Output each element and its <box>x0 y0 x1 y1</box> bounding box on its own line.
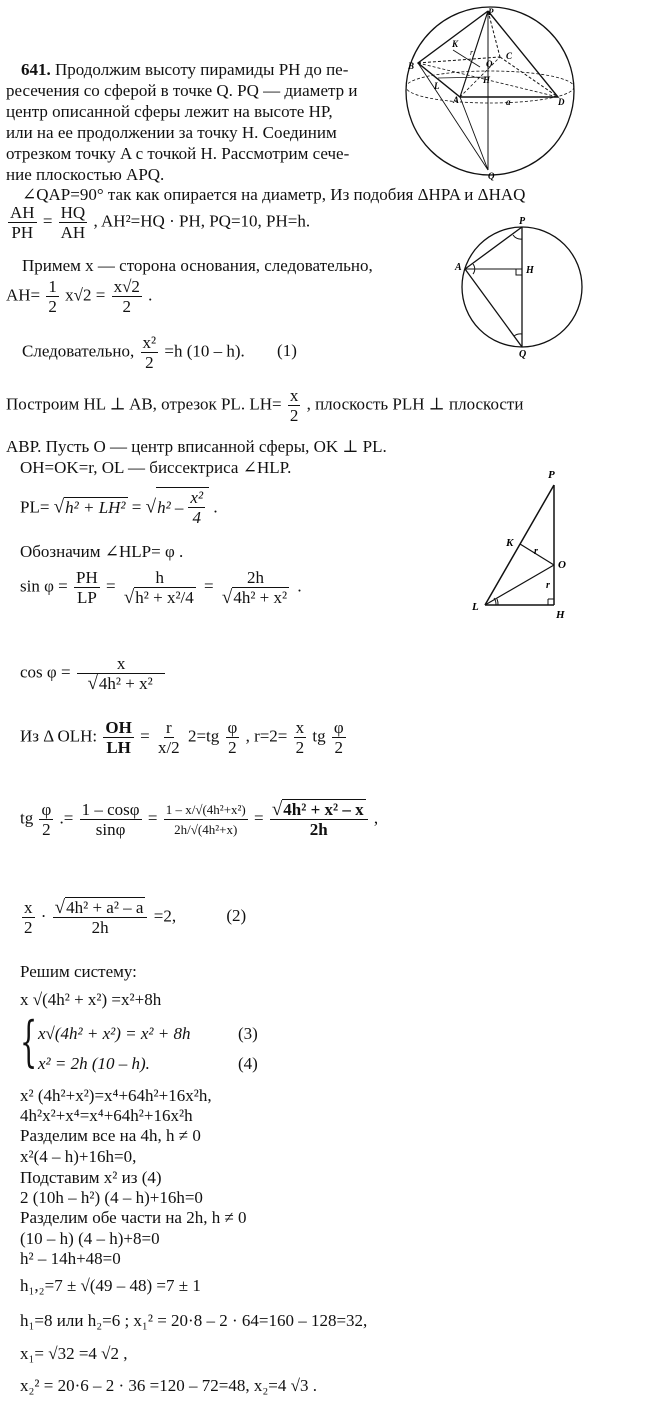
sin-line: sin φ = $\frac{PH}{LP}$ = $\frac{h}{\text{√h² + x²/4}}$ = $\frac{2h}{\text{√4h² + x²}}$ . <box>20 568 302 608</box>
pyramid-sphere-figure <box>398 5 580 183</box>
intro-line-6: ние плоскостью APQ. <box>6 165 165 184</box>
svg-text:H: H <box>483 75 491 85</box>
svg-text:L: L <box>434 81 440 91</box>
tg-line: tg $\frac{\varphi}{2}$ .= $\frac{1 - \cos\varphi}{\sin\varphi}$ = $\frac{\text{1 – x/√(4h²+x²)}}{\text{2h/√(4h²+x)}}$ = $\frac{\text{√4h² + x² – x}}{2h}$ , <box>20 799 379 839</box>
triangle-lhp-figure <box>468 464 588 626</box>
side-line: Примем x — сторона основания, следовательно, <box>22 256 373 275</box>
intro-line-1: 641. Продолжим высоту пирамиды PH до пе- <box>21 60 349 79</box>
svg-text:A: A <box>455 262 462 273</box>
svg-text:K: K <box>506 537 514 549</box>
step-2: 4h²x²+x⁴=x⁴+64h²+16x²h <box>20 1106 193 1125</box>
svg-text:K: K <box>452 39 459 49</box>
svg-text:O: O <box>486 59 493 69</box>
svg-text:r: r <box>470 48 474 57</box>
h-values-line: h₁=8 или h₂=6 ; x₁² = 20·8 – 2 · 64=160 – 128=32, <box>20 1311 368 1330</box>
svg-text:r: r <box>534 546 538 557</box>
step-4: x²(4 – h)+16h=0, <box>20 1147 137 1166</box>
svg-text:B: B <box>408 61 415 71</box>
step-6: 2 (10h – h²) (4 – h)+16h=0 <box>20 1188 203 1207</box>
system-line-0: x √(4h² + x²) =x²+8h <box>20 990 162 1009</box>
olh-line: Из Δ OLH: $\frac{OH}{LH}$ = $\frac{r}{x/2}$ 2=tg $\frac{\varphi}{2}$ , r=2= $\frac{x}{2}$ tg $\frac{\varphi}{2}$ <box>20 718 344 757</box>
system-line-2: x² = 2h (10 – h). (4) <box>38 1054 258 1073</box>
svg-text:P: P <box>519 216 526 227</box>
abp-line: ABP. Пусть O — центр вписанной сферы, OK ⊥ PL. <box>6 437 387 456</box>
step-8: (10 – h) (4 – h)+8=0 <box>20 1229 160 1248</box>
svg-text:A: A <box>453 95 460 105</box>
consequence-line: Следовательно, $\frac{\text{x²}}{2}$ =h (10 – h). (1) <box>22 333 297 372</box>
svg-text:H: H <box>526 265 534 276</box>
problem-number: 641. <box>21 60 51 79</box>
svg-text:Q: Q <box>488 171 495 181</box>
intro-line-3: центр описанной сферы лежит на высоте HP, <box>6 102 333 121</box>
solve-label: Решим систему: <box>20 962 137 981</box>
intro-line-5: отрезком точку A с точкой H. Рассмотрим сече- <box>6 144 350 163</box>
oh-line: OH=OK=r, OL — биссектриса ∠HLP. <box>20 458 292 477</box>
intro-line-2: ресечения со сферой в точке Q. PQ — диаметр и <box>6 81 358 100</box>
svg-text:D: D <box>558 97 565 107</box>
ratio-line: $\frac{AH}{PH}$ = $\frac{HQ}{AH}$ , AH²=HQ · PH, PQ=10, PH=h. <box>10 203 311 242</box>
svg-text:P: P <box>548 469 555 481</box>
svg-text:L: L <box>472 601 479 613</box>
eq2-line: $\frac{x}{2}$ · $\frac{\text{√4h² + a² – a}}{2h}$ =2, (2) <box>24 897 247 937</box>
system-brace: { <box>20 1010 38 1073</box>
hl-line: Построим HL ⊥ AB, отрезок PL. LH= $\frac{x}{2}$ , плоскость PLH ⊥ плоскости <box>6 386 524 425</box>
h12-line: h₁,₂=7 ± √(49 – 48) =7 ± 1 <box>20 1276 201 1295</box>
step-9: h² – 14h+48=0 <box>20 1249 121 1268</box>
phi-line: Обозначим ∠HLP= φ . <box>20 542 184 561</box>
svg-text:Q: Q <box>519 349 527 360</box>
ah-line: AH= $\frac{1}{2}$ x√2 = $\frac{x√2}{2}$ . <box>6 277 153 316</box>
cos-line: cos φ = $\frac{x}{\text{√4h² + x²}}$ <box>20 654 167 693</box>
section-circle-figure <box>455 216 589 360</box>
angle-line: ∠QAP=90° так как опирается на диаметр, Из подобия ΔHPA и ΔHAQ <box>22 185 526 204</box>
intro-line-4: или на ее продолжении за точку H. Соединим <box>6 123 337 142</box>
svg-text:P: P <box>488 7 494 17</box>
x2-line: x₂² = 20·6 – 2 · 36 =120 – 72=48, x₂=4 √3 . <box>20 1376 317 1395</box>
svg-text:r: r <box>546 580 550 591</box>
step-1: x² (4h²+x²)=x⁴+64h²+16x²h, <box>20 1086 212 1105</box>
svg-text:O: O <box>558 559 566 571</box>
system-line-1: x√(4h² + x²) = x² + 8h (3) <box>38 1024 258 1043</box>
svg-text:H: H <box>556 609 565 621</box>
svg-text:a: a <box>506 97 511 107</box>
pl-line: PL= √h² + LH² = √ h² – $\frac{\text{x²}}{4}$ . <box>20 488 218 527</box>
svg-text:C: C <box>506 51 513 61</box>
x1-line: x₁= √32 =4 √2 , <box>20 1344 128 1363</box>
step-3: Разделим все на 4h, h ≠ 0 <box>20 1126 201 1145</box>
step-5: Подставим x² из (4) <box>20 1168 162 1187</box>
step-7: Разделим обе части на 2h, h ≠ 0 <box>20 1208 247 1227</box>
